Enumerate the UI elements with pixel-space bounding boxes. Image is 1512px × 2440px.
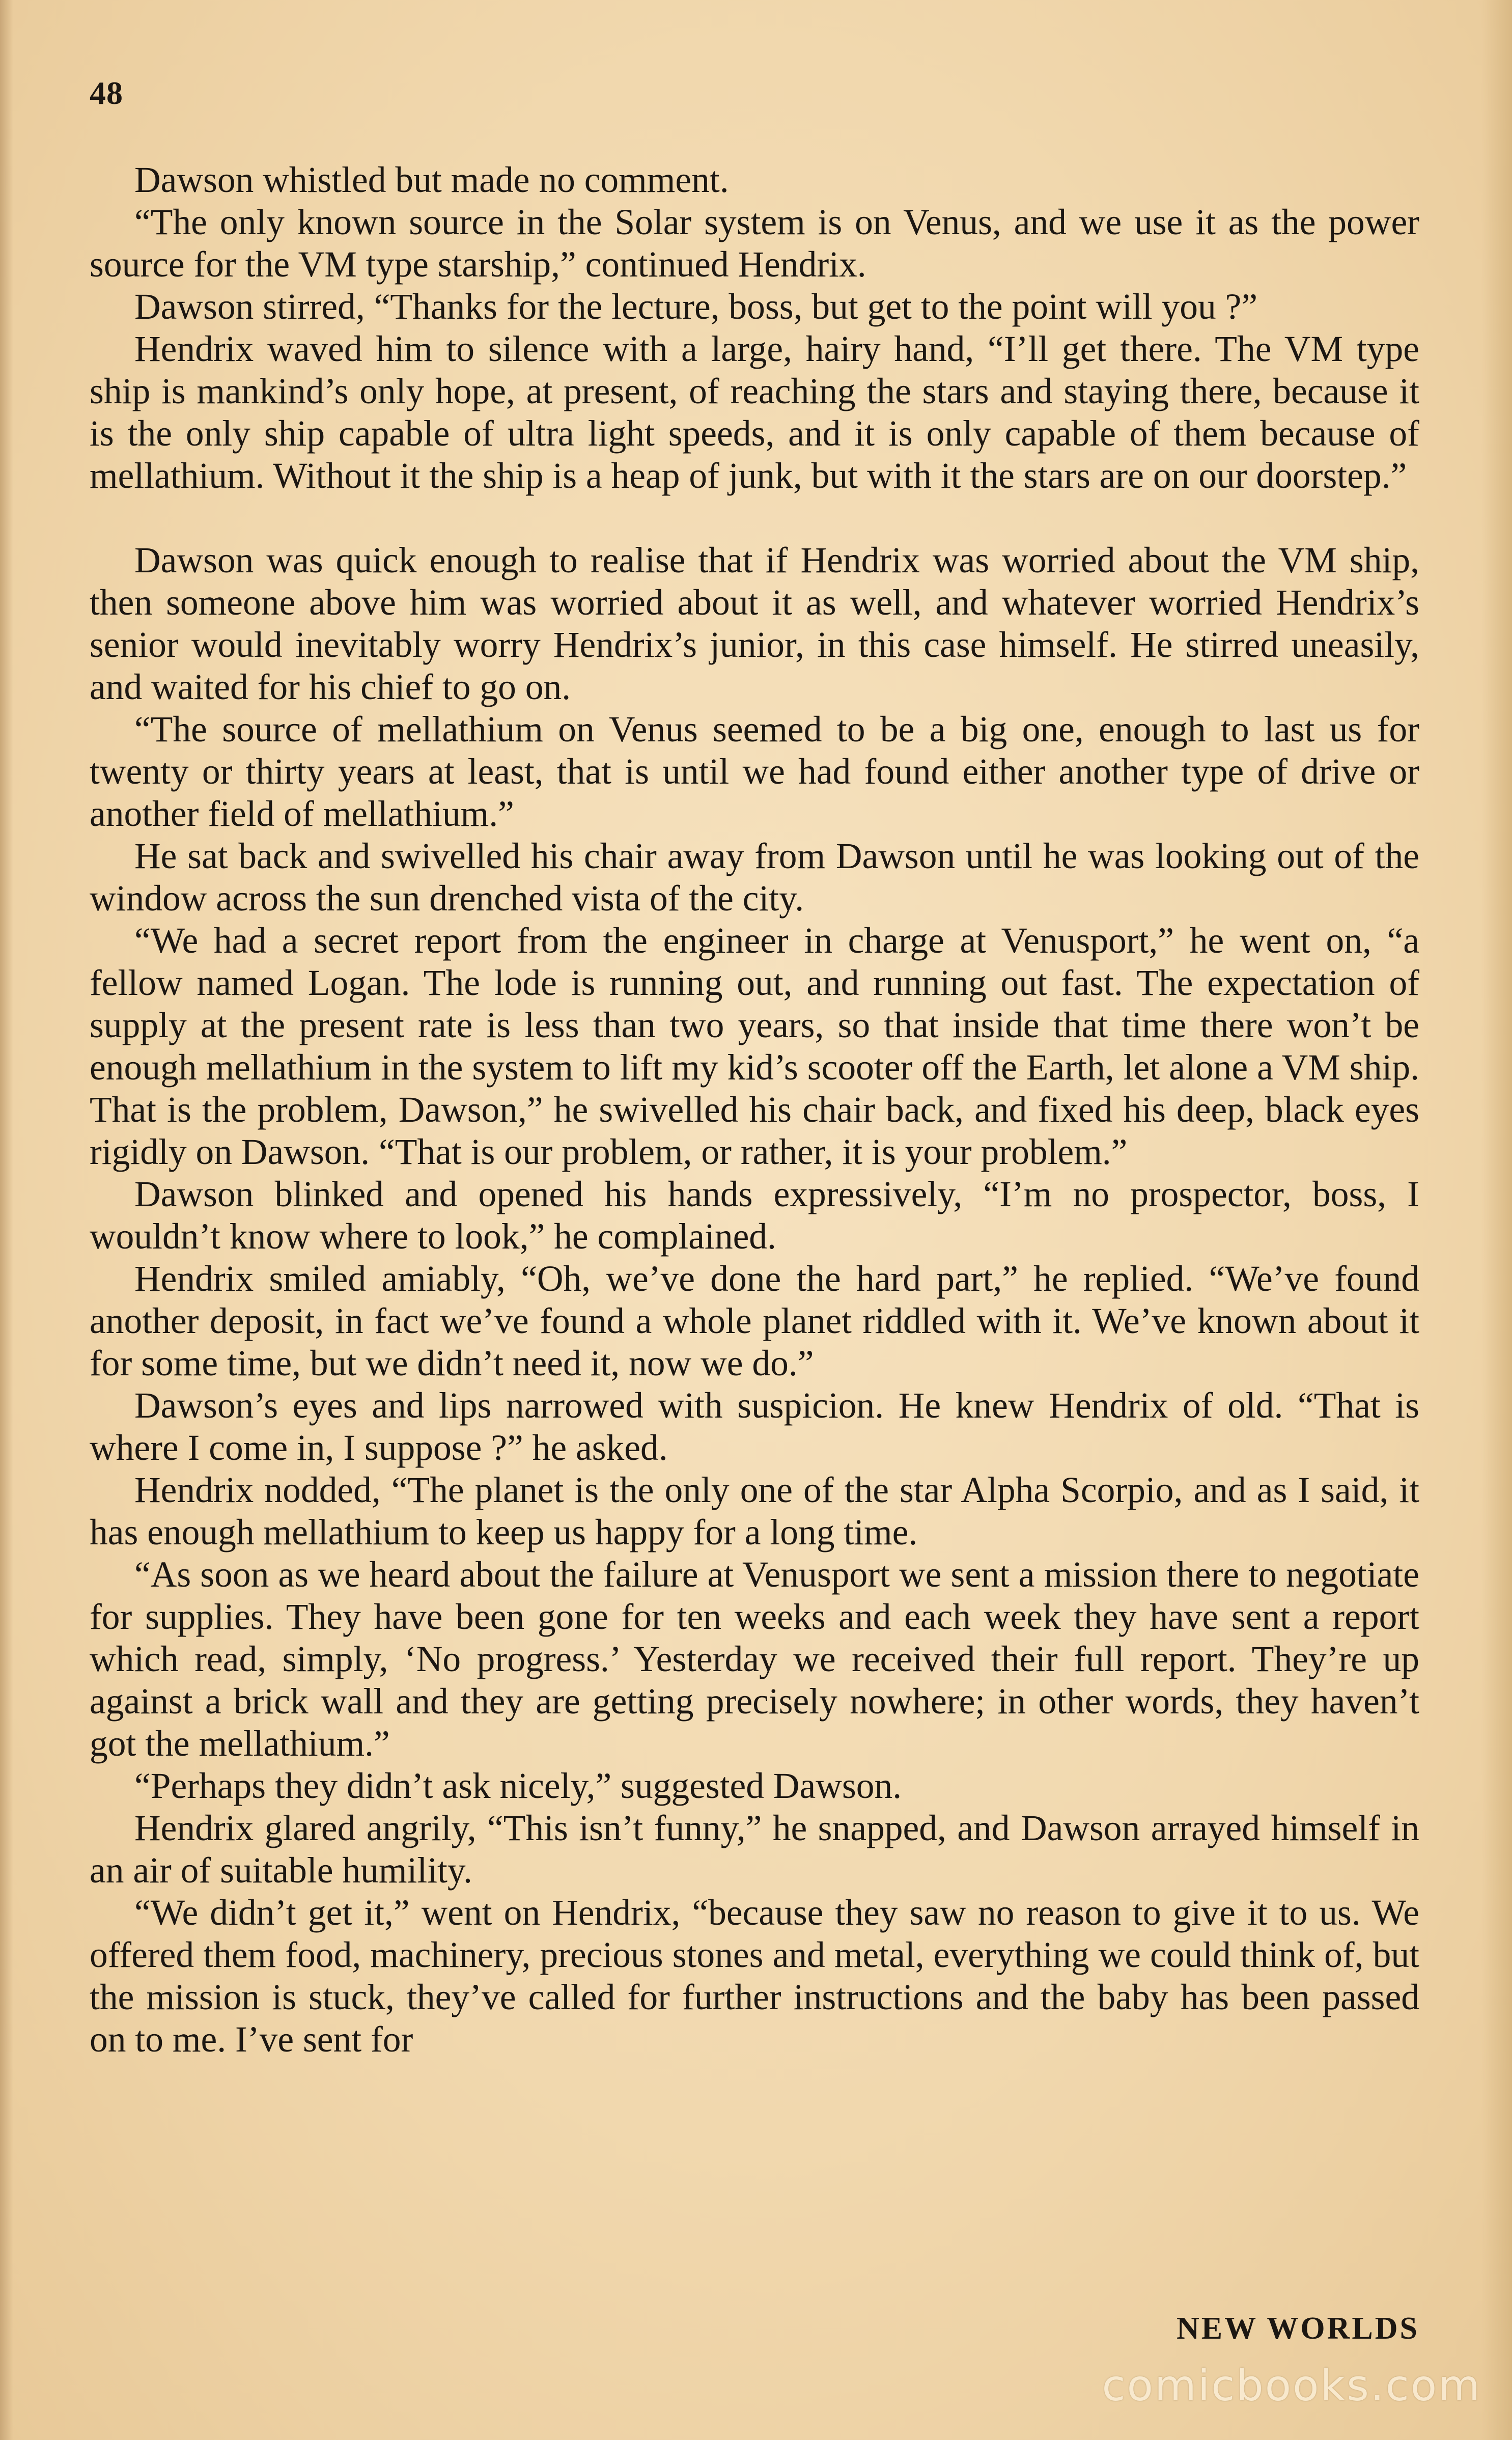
paragraph: Dawson whistled but made no comment. [134, 160, 729, 200]
paragraph: Hendrix waved him to silence with a large, hairy hand, “I’ll get there. The VM type ship is mankind’s only hope, at present, of reaching the stars and staying there, because it is the only ship capable of ultra light speeds, and it is only capable of them because of mellathium. Without it the ship is a heap of junk, but with it the stars are on our doorstep.” [90, 329, 1419, 496]
paragraph: “The only known source in the Solar system is on Venus, and we use it as the power source for the VM type starship,” continued Hendrix. [90, 202, 1419, 285]
paragraph: He sat back and swivelled his chair away from Dawson until he was looking out of the window across the sun drenched vista of the city. [90, 836, 1419, 919]
paragraph: Dawson’s eyes and lips narrowed with suspicion. He knew Hendrix of old. “That is where I come in, I suppose ?” he asked. [90, 1385, 1419, 1468]
paragraph: “We had a secret report from the engineer in charge at Venusport,” he went on, “a fellow named Logan. The lode is running out, and running out fast. The expectation of supply at the present rate is less than two years, so that inside that time there won’t be enough mellathium in the system to lift my kid’s scooter off the Earth, let alone a VM ship. That is the problem, Dawson,” he swivelled his chair back, and fixed his deep, black eyes rigidly on Dawson. “That is our problem, or rather, it is your problem.” [90, 921, 1419, 1172]
paragraph: Dawson stirred, “Thanks for the lecture, boss, but get to the point will you ?” [134, 287, 1258, 327]
paragraph: Dawson was quick enough to realise that if Hendrix was worried about the VM ship, then someone above him was worried about it as well, and whatever worried Hendrix’s senior would inevitably worry Hendrix’s junior, in this case himself. He stirred uneasily, and waited for his chief to go on. [90, 540, 1419, 707]
page-edge-shadow-right [1481, 0, 1512, 2440]
paragraph: “We didn’t get it,” went on Hendrix, “because they saw no reason to give it to us. We offered them food, machinery, precious stones and metal, everything we could think of, but the mission is stuck, they’ve called for further instructions and the baby has been passed on to me. I’ve sent for [90, 1893, 1419, 2060]
paragraph: “Perhaps they didn’t ask nicely,” suggested Dawson. [134, 1766, 902, 1806]
paragraph: Dawson blinked and opened his hands expressively, “I’m no prospector, boss, I wouldn’t know where to look,” he complained. [90, 1174, 1419, 1257]
paragraph: Hendrix nodded, “The planet is the only one of the star Alpha Scorpio, and as I said, it has enough mellathium to keep us happy for a long time. [90, 1470, 1419, 1552]
page-edge-shadow-left [0, 0, 13, 2440]
paragraph: Hendrix glared angrily, “This isn’t funny,” he snapped, and Dawson arrayed himself in an air of suitable humility. [90, 1808, 1419, 1891]
paragraph: Hendrix smiled amiably, “Oh, we’ve done the hard part,” he replied. “We’ve found another deposit, in fact we’ve found a whole planet riddled with it. We’ve known about it for some time, but we didn’t need it, now we do.” [90, 1259, 1419, 1383]
paragraph: “The source of mellathium on Venus seemed to be a big one, enough to last us for twenty or thirty years at least, that is until we had found either another type of drive or another field of mellathium.” [90, 709, 1419, 834]
paragraph: “As soon as we heard about the failure at Venusport we sent a mission there to negotiate for supplies. They have been gone for ten weeks and each week they have sent a report which read, simply, ‘No progress.’ Yesterday we received their full report. They’re up against a brick wall and they are getting precisely nowhere; in other words, they haven’t got the mellathium.” [90, 1555, 1419, 1764]
story-text [90, 159, 1419, 2061]
magazine-title-footer: NEW WORLDS [1177, 2311, 1419, 2346]
page-number: 48 [90, 75, 123, 111]
watermark: comicbooks.com [1102, 2361, 1481, 2410]
